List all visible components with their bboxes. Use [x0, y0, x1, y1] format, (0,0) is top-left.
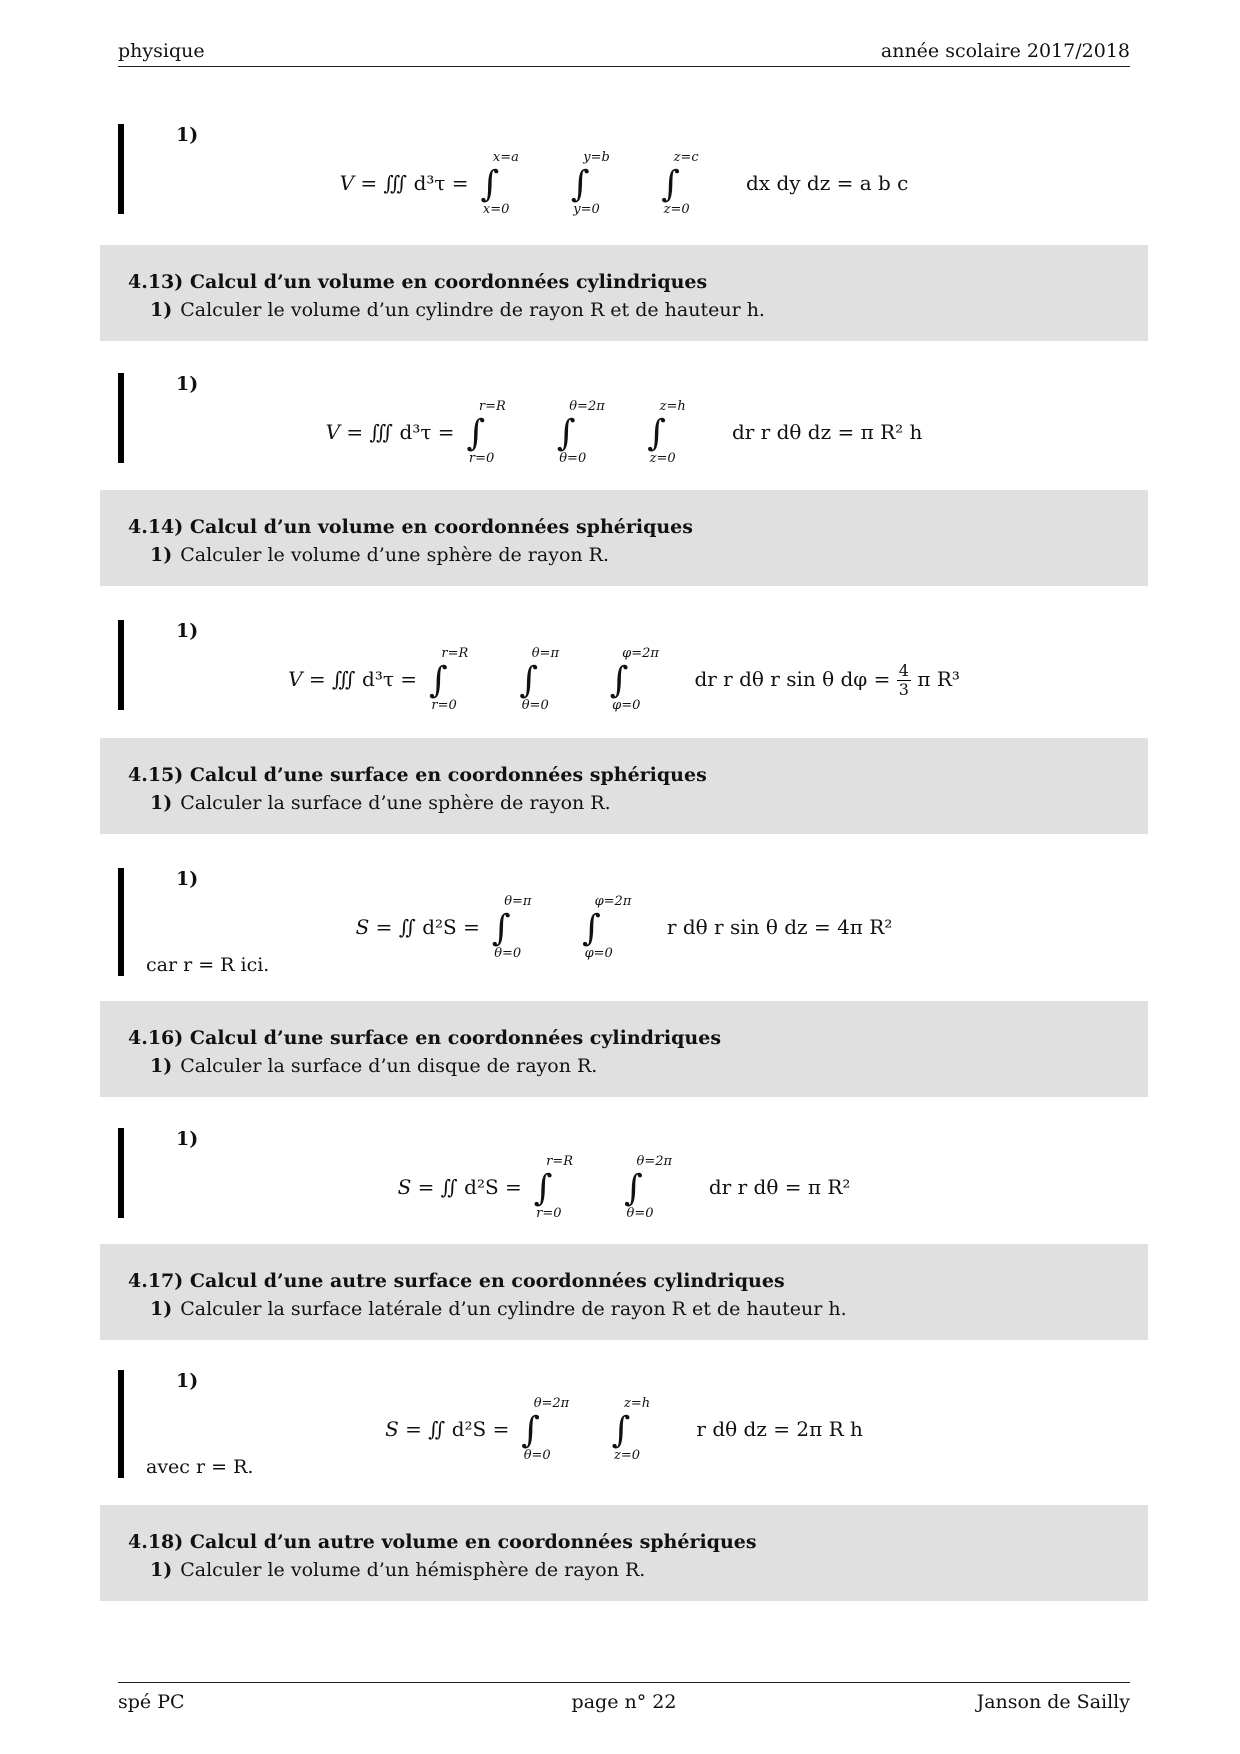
- integral-1: ∫ θ=π θ=0: [491, 894, 532, 961]
- question-text: Calculer le volume d’un cylindre de rayon R et de hauteur h.: [180, 299, 765, 321]
- exercise-box: [100, 490, 1148, 586]
- question-number: 1): [150, 1298, 173, 1320]
- eq-integral-sign: ∬: [440, 1175, 458, 1199]
- integral-3: ∫ φ=2π φ=0: [609, 646, 659, 713]
- question-number: 1): [150, 1559, 173, 1581]
- page-header: [118, 40, 1130, 67]
- lower-limit: r=0: [536, 1206, 562, 1221]
- upper-limit: z=c: [673, 150, 699, 165]
- solution-number: 1): [176, 1128, 199, 1150]
- eq-lhs: V =: [325, 420, 364, 444]
- lower-limit: φ=0: [584, 946, 613, 961]
- header-subject: physique: [118, 40, 205, 62]
- eq-lhs: S =: [397, 1175, 435, 1199]
- integral-2: ∫ φ=2π φ=0: [582, 894, 632, 961]
- lower-limit: θ=0: [494, 946, 522, 961]
- eq-integral-sign: ∭: [332, 667, 356, 691]
- equation: [118, 1154, 1130, 1221]
- solution-block: [118, 373, 1130, 466]
- integral-2: ∫ θ=π θ=0: [519, 646, 559, 713]
- equation: [118, 646, 1130, 713]
- footer-school: Janson de Sailly: [976, 1691, 1130, 1713]
- lower-limit: y=0: [573, 202, 600, 217]
- exercise-title: 4.14) Calcul d’un volume en coordonnées sphériques: [128, 516, 693, 538]
- exercise-box: [100, 1244, 1148, 1340]
- upper-limit: φ=2π: [594, 894, 632, 909]
- solution-number: 1): [176, 620, 199, 642]
- eq-integral-sign: ∬: [398, 915, 416, 939]
- exercise-title: 4.15) Calcul d’une surface en coordonnées sphériques: [128, 764, 707, 786]
- equation: [118, 894, 1130, 961]
- eq-integral-sign: ∬: [428, 1417, 446, 1441]
- eq-integrand: dx dy dz = a b c: [746, 171, 909, 195]
- integral-3: ∫ z=h z=0: [647, 399, 686, 466]
- eq-differential: d²S =: [451, 1417, 510, 1441]
- upper-limit: r=R: [478, 399, 506, 414]
- eq-differential: d²S =: [464, 1175, 522, 1199]
- equation: [118, 399, 1130, 466]
- equation: [118, 150, 1130, 217]
- question-number: 1): [150, 299, 173, 321]
- exercise-title: 4.13) Calcul d’un volume en coordonnées cylindriques: [128, 271, 708, 293]
- integral-2: ∫ θ=2π θ=0: [624, 1154, 673, 1221]
- page-footer: [118, 1682, 1130, 1713]
- lower-limit: z=0: [649, 451, 676, 466]
- upper-limit: θ=π: [531, 646, 559, 661]
- solution-number: 1): [176, 373, 199, 395]
- upper-limit: θ=π: [504, 894, 532, 909]
- question-text: Calculer la surface d’une sphère de rayon R.: [180, 792, 611, 814]
- solution-note: avec r = R.: [146, 1456, 254, 1478]
- exercise-question: [150, 544, 609, 566]
- lower-limit: φ=0: [612, 698, 641, 713]
- lower-limit: z=0: [614, 1448, 641, 1463]
- exercise-question: [150, 1055, 597, 1077]
- integral-3: ∫ z=c z=0: [661, 150, 699, 217]
- solution-block: [118, 124, 1130, 217]
- lower-limit: x=0: [482, 202, 510, 217]
- upper-limit: θ=2π: [533, 1396, 570, 1411]
- upper-limit: x=a: [492, 150, 519, 165]
- footer-class: spé PC: [118, 1691, 185, 1713]
- question-text: Calculer la surface latérale d’un cylindre de rayon R et de hauteur h.: [180, 1298, 847, 1320]
- upper-limit: θ=2π: [569, 399, 605, 414]
- eq-differential: d³τ =: [413, 171, 469, 195]
- exercise-question: [150, 792, 611, 814]
- upper-limit: y=b: [583, 150, 610, 165]
- upper-limit: z=h: [659, 399, 686, 414]
- exercise-title: 4.18) Calcul d’un autre volume en coordonnées sphériques: [128, 1531, 757, 1553]
- question-text: Calculer le volume d’une sphère de rayon R.: [180, 544, 609, 566]
- eq-integral-sign: ∭: [383, 171, 408, 195]
- lower-limit: θ=0: [559, 451, 587, 466]
- exercise-box: [100, 1505, 1148, 1601]
- eq-integrand: dr r dθ dz = π R² h: [731, 420, 923, 444]
- exercise-question: [150, 1559, 645, 1581]
- exercise-title: 4.17) Calcul d’une autre surface en coordonnées cylindriques: [128, 1270, 785, 1292]
- question-text: Calculer la surface d’un disque de rayon R.: [180, 1055, 598, 1077]
- integral-2: ∫ z=h z=0: [611, 1396, 651, 1463]
- equation: [118, 1396, 1130, 1463]
- integral-1: ∫ r=R r=0: [533, 1154, 574, 1221]
- question-number: 1): [150, 792, 173, 814]
- eq-integrand: r dθ dz = 2π R h: [696, 1417, 863, 1441]
- solution-note: car r = R ici.: [146, 954, 270, 976]
- question-text: Calculer le volume d’un hémisphère de rayon R.: [180, 1559, 646, 1581]
- eq-differential: d²S =: [422, 915, 480, 939]
- solution-number: 1): [176, 868, 199, 890]
- eq-integrand: dr r dθ r sin θ dφ =: [694, 667, 891, 691]
- footer-page-number: page n° 22: [571, 1691, 677, 1713]
- header-school-year: année scolaire 2017/2018: [880, 40, 1130, 62]
- integral-1: ∫ r=R r=0: [428, 646, 469, 713]
- exercise-box: [100, 1001, 1148, 1097]
- question-number: 1): [150, 1055, 173, 1077]
- lower-limit: r=0: [431, 698, 457, 713]
- eq-lhs: S =: [355, 915, 393, 939]
- eq-differential: d³τ =: [362, 667, 418, 691]
- exercise-question: [150, 1298, 847, 1320]
- exercise-question: [150, 299, 765, 321]
- eq-lhs: S =: [385, 1417, 422, 1441]
- upper-limit: r=R: [546, 1154, 574, 1169]
- eq-integrand: dr r dθ = π R²: [708, 1175, 851, 1199]
- fraction-numerator: 4: [898, 661, 909, 680]
- exercise-box: [100, 245, 1148, 341]
- upper-limit: z=h: [624, 1396, 651, 1411]
- upper-limit: θ=2π: [636, 1154, 673, 1169]
- integral-2: ∫ y=b y=0: [570, 150, 610, 217]
- exercise-title: 4.16) Calcul d’une surface en coordonnées cylindriques: [128, 1027, 722, 1049]
- lower-limit: z=0: [663, 202, 690, 217]
- solution-number: 1): [176, 1370, 199, 1392]
- eq-integral-sign: ∭: [369, 420, 394, 444]
- upper-limit: φ=2π: [622, 646, 659, 661]
- integral-1: ∫ r=R r=0: [466, 399, 506, 466]
- lower-limit: θ=0: [523, 1448, 551, 1463]
- solution-block: [118, 620, 1130, 713]
- upper-limit: r=R: [441, 646, 469, 661]
- eq-lhs: V =: [288, 667, 326, 691]
- exercise-box: [100, 738, 1148, 834]
- integral-1: ∫ θ=2π θ=0: [521, 1396, 570, 1463]
- lower-limit: θ=0: [521, 698, 549, 713]
- solution-block: [118, 1370, 1130, 1478]
- eq-differential: d³τ =: [399, 420, 455, 444]
- question-number: 1): [150, 544, 173, 566]
- fraction-denominator: 3: [898, 680, 909, 699]
- solution-number: 1): [176, 124, 199, 146]
- lower-limit: θ=0: [626, 1206, 654, 1221]
- integral-1: ∫ x=a x=0: [480, 150, 519, 217]
- eq-lhs: V =: [339, 171, 378, 195]
- integral-2: ∫ θ=2π θ=0: [556, 399, 605, 466]
- solution-block: [118, 1128, 1130, 1221]
- lower-limit: r=0: [468, 451, 495, 466]
- fraction: [897, 662, 911, 699]
- eq-tail: π R³: [917, 667, 960, 691]
- eq-integrand: r dθ r sin θ dz = 4π R²: [666, 915, 893, 939]
- solution-block: [118, 868, 1130, 976]
